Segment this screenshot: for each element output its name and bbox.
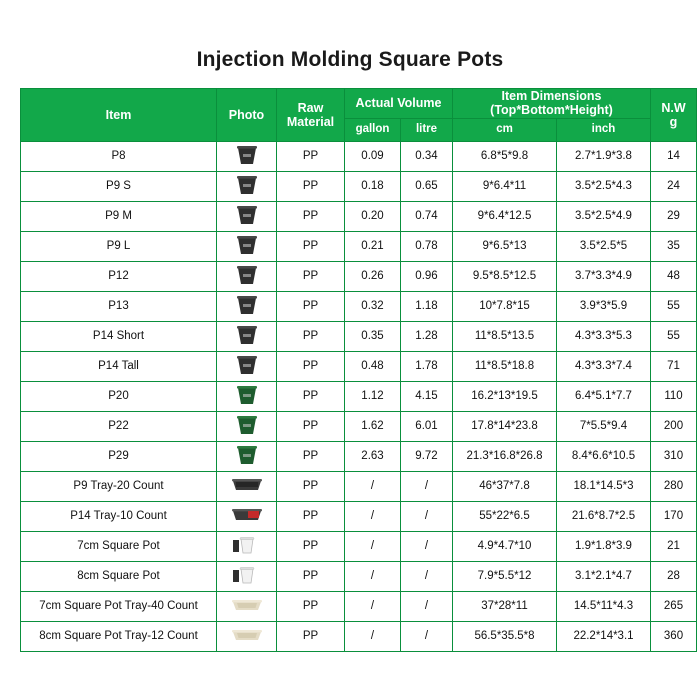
cell-net-weight: 200 bbox=[651, 411, 697, 441]
black-square-pot-icon bbox=[230, 292, 264, 317]
cell-item: P9 Tray-20 Count bbox=[21, 471, 217, 501]
table-row bbox=[21, 621, 697, 651]
cell-litre: 1.28 bbox=[401, 321, 453, 351]
table-row bbox=[21, 201, 697, 231]
black-square-pot-icon bbox=[230, 352, 264, 377]
cell-raw-material: PP bbox=[277, 351, 345, 381]
cell-item: P14 Tray-10 Count bbox=[21, 501, 217, 531]
black-red-tray-icon bbox=[230, 502, 264, 527]
cell-photo bbox=[217, 621, 277, 651]
cell-dimensions-inch: 3.5*2.5*4.9 bbox=[557, 201, 651, 231]
cell-gallon: / bbox=[345, 501, 401, 531]
cell-net-weight: 48 bbox=[651, 261, 697, 291]
cell-photo bbox=[217, 171, 277, 201]
cell-dimensions-inch: 4.3*3.3*7.4 bbox=[557, 351, 651, 381]
cell-gallon: 1.12 bbox=[345, 381, 401, 411]
cell-litre: 1.18 bbox=[401, 291, 453, 321]
cell-photo bbox=[217, 501, 277, 531]
cell-dimensions-inch: 3.5*2.5*4.3 bbox=[557, 171, 651, 201]
white-small-pot-icon bbox=[230, 562, 264, 587]
cell-dimensions-inch: 6.4*5.1*7.7 bbox=[557, 381, 651, 411]
cell-photo bbox=[217, 441, 277, 471]
cell-litre: 0.65 bbox=[401, 171, 453, 201]
cell-raw-material: PP bbox=[277, 171, 345, 201]
cell-raw-material: PP bbox=[277, 411, 345, 441]
cell-litre: 9.72 bbox=[401, 441, 453, 471]
cell-dimensions-cm: 11*8.5*18.8 bbox=[453, 351, 557, 381]
table-row bbox=[21, 381, 697, 411]
cell-net-weight: 265 bbox=[651, 591, 697, 621]
cell-photo bbox=[217, 531, 277, 561]
cell-raw-material: PP bbox=[277, 261, 345, 291]
table-row bbox=[21, 291, 697, 321]
cell-dimensions-inch: 3.1*2.1*4.7 bbox=[557, 561, 651, 591]
cell-net-weight: 55 bbox=[651, 291, 697, 321]
black-square-pot-icon bbox=[230, 202, 264, 227]
table-row bbox=[21, 351, 697, 381]
black-square-pot-icon bbox=[230, 262, 264, 287]
cell-item: P22 bbox=[21, 411, 217, 441]
green-square-pot-icon bbox=[230, 382, 264, 407]
cell-dimensions-cm: 17.8*14*23.8 bbox=[453, 411, 557, 441]
cell-net-weight: 29 bbox=[651, 201, 697, 231]
cell-item: 7cm Square Pot Tray-40 Count bbox=[21, 591, 217, 621]
cell-dimensions-inch: 3.7*3.3*4.9 bbox=[557, 261, 651, 291]
cell-litre: / bbox=[401, 531, 453, 561]
header-row-primary bbox=[21, 89, 697, 119]
cell-item: P8 bbox=[21, 141, 217, 171]
cell-gallon: / bbox=[345, 531, 401, 561]
cell-dimensions-inch: 4.3*3.3*5.3 bbox=[557, 321, 651, 351]
black-square-pot-icon bbox=[230, 142, 264, 167]
header-litre: litre bbox=[401, 118, 453, 141]
header-item: Item bbox=[21, 89, 217, 142]
cell-litre: 4.15 bbox=[401, 381, 453, 411]
table-row bbox=[21, 261, 697, 291]
cell-raw-material: PP bbox=[277, 591, 345, 621]
cell-litre: / bbox=[401, 471, 453, 501]
black-square-pot-icon bbox=[230, 232, 264, 257]
cell-photo bbox=[217, 231, 277, 261]
cell-net-weight: 28 bbox=[651, 561, 697, 591]
header-gallon: gallon bbox=[345, 118, 401, 141]
header-cm: cm bbox=[453, 118, 557, 141]
table-row bbox=[21, 321, 697, 351]
cell-net-weight: 24 bbox=[651, 171, 697, 201]
cell-litre: 1.78 bbox=[401, 351, 453, 381]
cell-raw-material: PP bbox=[277, 321, 345, 351]
cell-litre: / bbox=[401, 501, 453, 531]
table-row bbox=[21, 411, 697, 441]
cell-item: P29 bbox=[21, 441, 217, 471]
cell-dimensions-cm: 11*8.5*13.5 bbox=[453, 321, 557, 351]
table-row bbox=[21, 441, 697, 471]
table-row bbox=[21, 561, 697, 591]
cell-dimensions-inch: 3.5*2.5*5 bbox=[557, 231, 651, 261]
cell-photo bbox=[217, 381, 277, 411]
cell-dimensions-cm: 56.5*35.5*8 bbox=[453, 621, 557, 651]
pot-specification-table bbox=[20, 88, 697, 652]
cell-dimensions-cm: 4.9*4.7*10 bbox=[453, 531, 557, 561]
cell-photo bbox=[217, 471, 277, 501]
cell-item: P14 Tall bbox=[21, 351, 217, 381]
cell-litre: 0.96 bbox=[401, 261, 453, 291]
cell-gallon: 0.20 bbox=[345, 201, 401, 231]
cell-item: P20 bbox=[21, 381, 217, 411]
cell-litre: / bbox=[401, 591, 453, 621]
beige-tray-icon bbox=[230, 622, 264, 647]
cell-raw-material: PP bbox=[277, 501, 345, 531]
cell-gallon: 1.62 bbox=[345, 411, 401, 441]
table-header bbox=[21, 89, 697, 142]
cell-dimensions-cm: 55*22*6.5 bbox=[453, 501, 557, 531]
cell-photo bbox=[217, 321, 277, 351]
cell-dimensions-cm: 37*28*11 bbox=[453, 591, 557, 621]
cell-gallon: 2.63 bbox=[345, 441, 401, 471]
table-row bbox=[21, 231, 697, 261]
cell-dimensions-cm: 6.8*5*9.8 bbox=[453, 141, 557, 171]
cell-litre: 0.34 bbox=[401, 141, 453, 171]
cell-raw-material: PP bbox=[277, 531, 345, 561]
cell-dimensions-cm: 9*6.4*11 bbox=[453, 171, 557, 201]
green-square-pot-icon bbox=[230, 442, 264, 467]
cell-net-weight: 71 bbox=[651, 351, 697, 381]
cell-litre: 6.01 bbox=[401, 411, 453, 441]
black-square-pot-icon bbox=[230, 172, 264, 197]
cell-photo bbox=[217, 411, 277, 441]
cell-photo bbox=[217, 291, 277, 321]
cell-net-weight: 360 bbox=[651, 621, 697, 651]
header-net-weight-unit: g bbox=[669, 114, 678, 129]
cell-net-weight: 14 bbox=[651, 141, 697, 171]
header-actual-volume: Actual Volume bbox=[345, 89, 453, 119]
header-item-dimensions-line2: (Top*Bottom*Height) bbox=[490, 103, 613, 118]
cell-photo bbox=[217, 561, 277, 591]
cell-dimensions-inch: 18.1*14.5*3 bbox=[557, 471, 651, 501]
cell-photo bbox=[217, 141, 277, 171]
cell-gallon: 0.18 bbox=[345, 171, 401, 201]
beige-tray-icon bbox=[230, 592, 264, 617]
cell-net-weight: 35 bbox=[651, 231, 697, 261]
cell-raw-material: PP bbox=[277, 141, 345, 171]
cell-litre: 0.78 bbox=[401, 231, 453, 261]
header-inch: inch bbox=[557, 118, 651, 141]
cell-gallon: 0.48 bbox=[345, 351, 401, 381]
table-body bbox=[21, 141, 697, 651]
cell-net-weight: 55 bbox=[651, 321, 697, 351]
header-raw-material bbox=[277, 89, 345, 142]
cell-dimensions-inch: 7*5.5*9.4 bbox=[557, 411, 651, 441]
header-net-weight bbox=[651, 89, 697, 142]
table-row bbox=[21, 171, 697, 201]
cell-photo bbox=[217, 591, 277, 621]
table-container bbox=[0, 88, 700, 652]
header-item-dimensions-line1: Item Dimensions bbox=[501, 89, 602, 103]
cell-dimensions-cm: 7.9*5.5*12 bbox=[453, 561, 557, 591]
cell-gallon: / bbox=[345, 621, 401, 651]
cell-raw-material: PP bbox=[277, 561, 345, 591]
header-raw-material-line2: Material bbox=[286, 114, 335, 129]
cell-item: P13 bbox=[21, 291, 217, 321]
cell-raw-material: PP bbox=[277, 441, 345, 471]
cell-dimensions-inch: 21.6*8.7*2.5 bbox=[557, 501, 651, 531]
table-row bbox=[21, 531, 697, 561]
cell-gallon: / bbox=[345, 561, 401, 591]
cell-litre: / bbox=[401, 561, 453, 591]
cell-gallon: / bbox=[345, 471, 401, 501]
table-row bbox=[21, 501, 697, 531]
cell-item: P9 S bbox=[21, 171, 217, 201]
cell-raw-material: PP bbox=[277, 381, 345, 411]
cell-item: P14 Short bbox=[21, 321, 217, 351]
cell-gallon: 0.32 bbox=[345, 291, 401, 321]
cell-net-weight: 280 bbox=[651, 471, 697, 501]
cell-photo bbox=[217, 261, 277, 291]
cell-item: 7cm Square Pot bbox=[21, 531, 217, 561]
cell-gallon: 0.35 bbox=[345, 321, 401, 351]
white-small-pot-icon bbox=[230, 532, 264, 557]
cell-litre: / bbox=[401, 621, 453, 651]
cell-raw-material: PP bbox=[277, 291, 345, 321]
cell-item: P9 M bbox=[21, 201, 217, 231]
cell-dimensions-inch: 8.4*6.6*10.5 bbox=[557, 441, 651, 471]
cell-photo bbox=[217, 351, 277, 381]
header-net-weight-label: N.W bbox=[661, 100, 686, 115]
cell-item: P9 L bbox=[21, 231, 217, 261]
cell-photo bbox=[217, 201, 277, 231]
black-square-pot-icon bbox=[230, 322, 264, 347]
cell-dimensions-cm: 10*7.8*15 bbox=[453, 291, 557, 321]
cell-net-weight: 310 bbox=[651, 441, 697, 471]
cell-raw-material: PP bbox=[277, 201, 345, 231]
cell-dimensions-cm: 21.3*16.8*26.8 bbox=[453, 441, 557, 471]
cell-dimensions-inch: 3.9*3*5.9 bbox=[557, 291, 651, 321]
cell-net-weight: 21 bbox=[651, 531, 697, 561]
cell-dimensions-inch: 22.2*14*3.1 bbox=[557, 621, 651, 651]
cell-dimensions-cm: 9*6.4*12.5 bbox=[453, 201, 557, 231]
cell-raw-material: PP bbox=[277, 471, 345, 501]
cell-gallon: 0.26 bbox=[345, 261, 401, 291]
cell-dimensions-cm: 16.2*13*19.5 bbox=[453, 381, 557, 411]
cell-raw-material: PP bbox=[277, 621, 345, 651]
cell-dimensions-cm: 9.5*8.5*12.5 bbox=[453, 261, 557, 291]
table-row bbox=[21, 471, 697, 501]
header-item-dimensions bbox=[453, 89, 651, 119]
cell-item: 8cm Square Pot Tray-12 Count bbox=[21, 621, 217, 651]
header-photo: Photo bbox=[217, 89, 277, 142]
cell-net-weight: 110 bbox=[651, 381, 697, 411]
cell-dimensions-inch: 1.9*1.8*3.9 bbox=[557, 531, 651, 561]
green-square-pot-icon bbox=[230, 412, 264, 437]
cell-dimensions-inch: 2.7*1.9*3.8 bbox=[557, 141, 651, 171]
cell-item: 8cm Square Pot bbox=[21, 561, 217, 591]
cell-item: P12 bbox=[21, 261, 217, 291]
cell-litre: 0.74 bbox=[401, 201, 453, 231]
black-tray-icon bbox=[230, 472, 264, 497]
cell-gallon: 0.21 bbox=[345, 231, 401, 261]
page-title: Injection Molding Square Pots bbox=[196, 48, 504, 71]
header-raw-material-line1: Raw bbox=[297, 100, 324, 115]
cell-dimensions-cm: 9*6.5*13 bbox=[453, 231, 557, 261]
cell-net-weight: 170 bbox=[651, 501, 697, 531]
table-row bbox=[21, 141, 697, 171]
cell-gallon: 0.09 bbox=[345, 141, 401, 171]
cell-raw-material: PP bbox=[277, 231, 345, 261]
table-row bbox=[21, 591, 697, 621]
cell-dimensions-cm: 46*37*7.8 bbox=[453, 471, 557, 501]
cell-gallon: / bbox=[345, 591, 401, 621]
cell-dimensions-inch: 14.5*11*4.3 bbox=[557, 591, 651, 621]
